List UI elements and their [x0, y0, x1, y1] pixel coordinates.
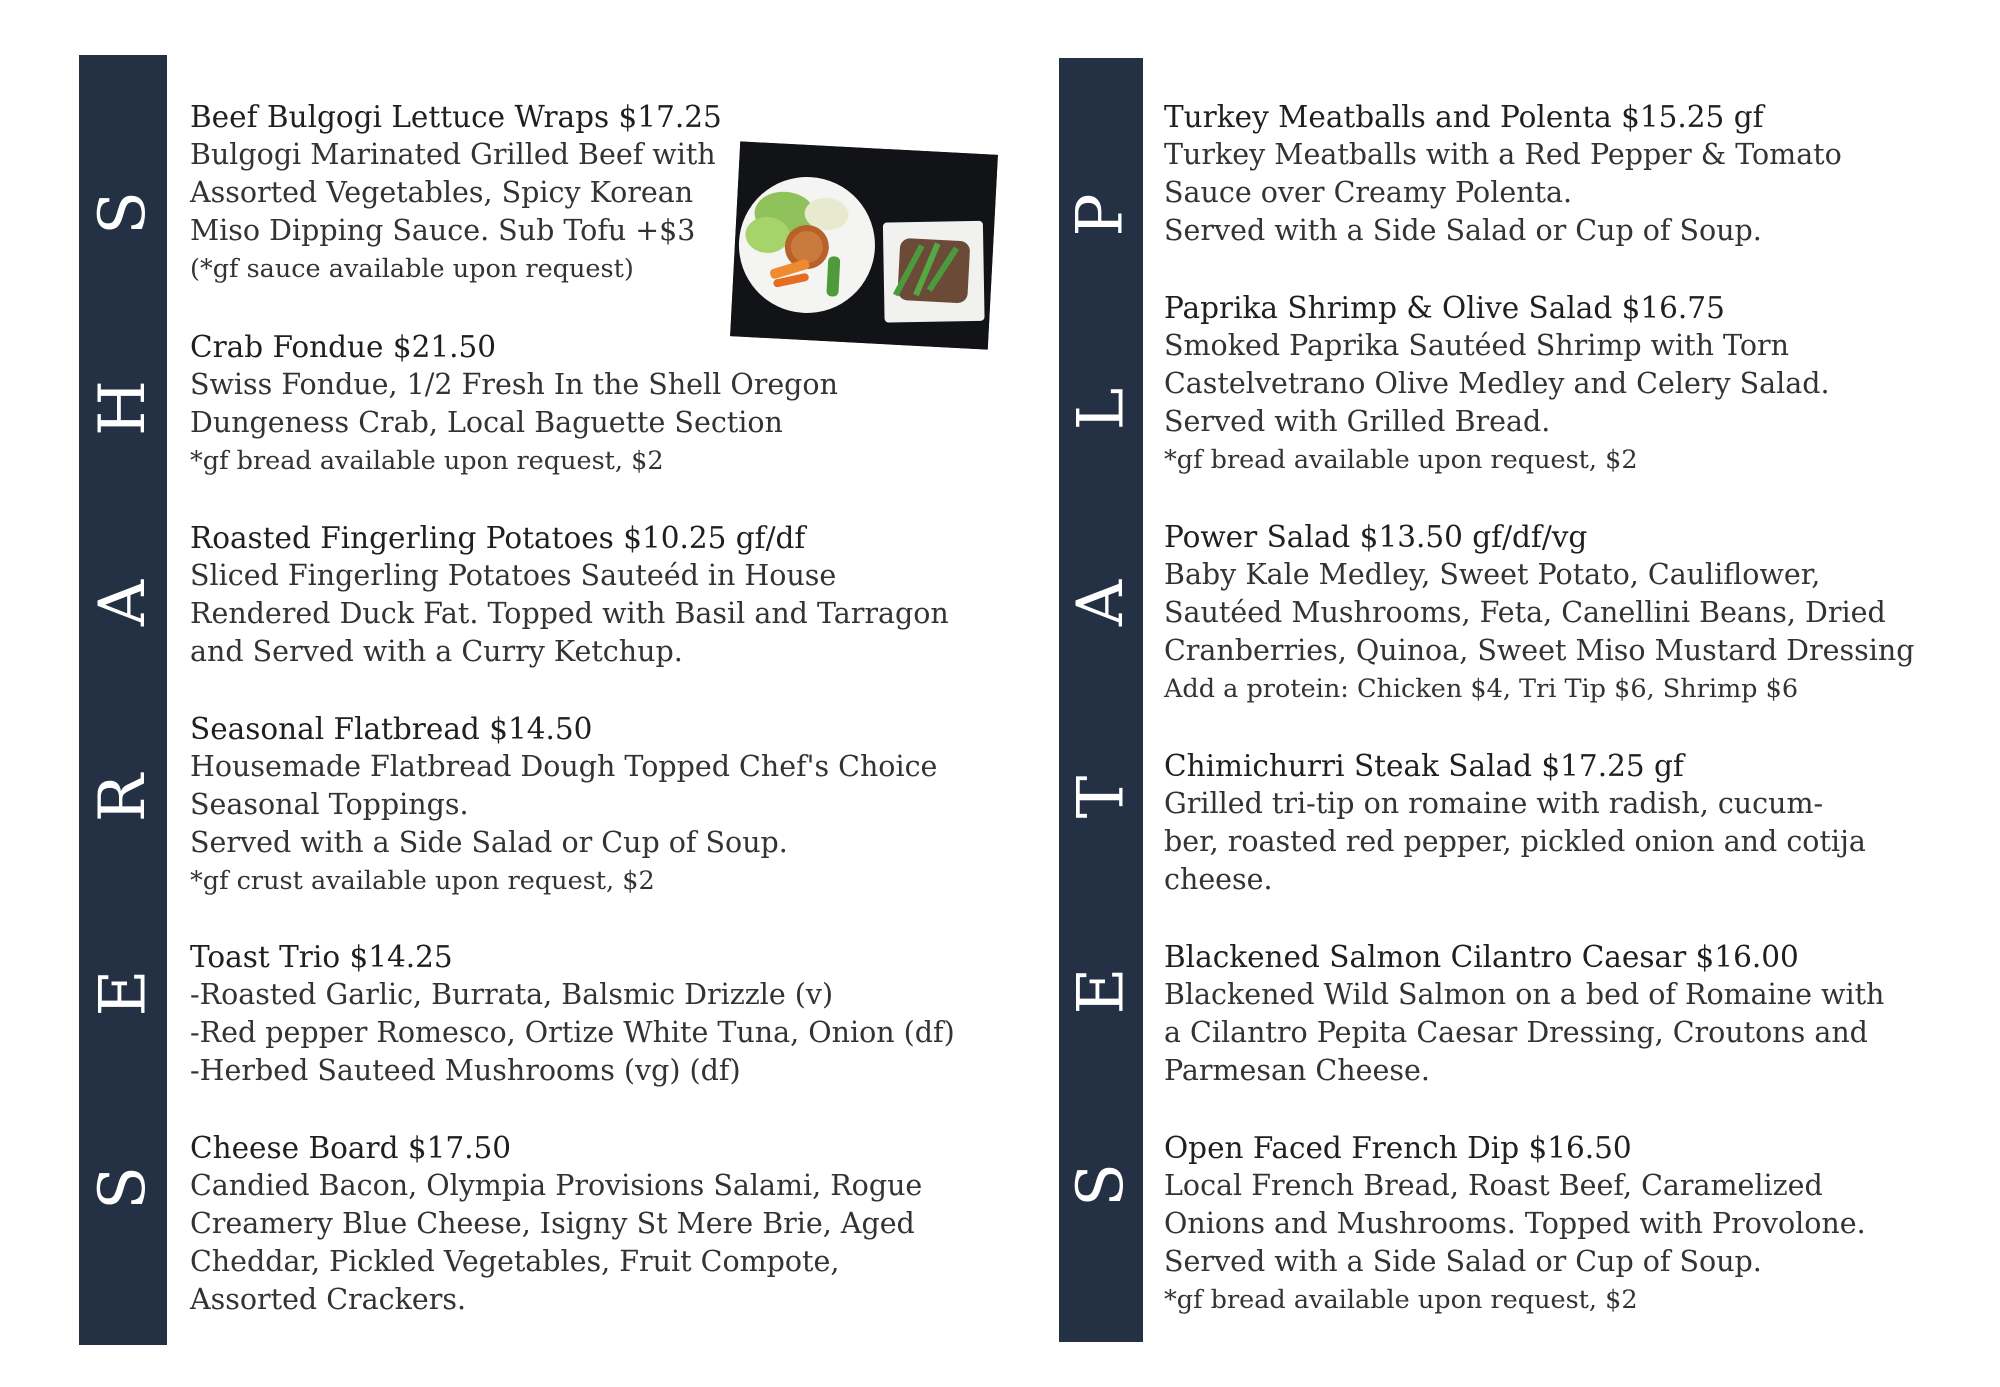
menu-item [190, 98, 722, 288]
shares-letter: S [86, 190, 160, 235]
item-description: a Cilantro Pepita Caesar Dressing, Croutons and [1164, 1016, 1868, 1049]
item-description: Sauce over Creamy Polenta. [1164, 176, 1573, 209]
item-description: cheese. [1164, 863, 1273, 896]
item-description: Turkey Meatballs with a Red Pepper & Tomato [1164, 138, 1842, 171]
item-note: *gf bread available upon request, $2 [1164, 445, 1638, 475]
menu-item [190, 328, 838, 480]
menu-item [1164, 1129, 1866, 1319]
item-title: Toast Trio $14.25 [190, 940, 453, 974]
shares-band [79, 55, 167, 1345]
item-description: Bulgogi Marinated Grilled Beef with [190, 138, 716, 171]
shares-letter: E [86, 969, 160, 1016]
plates-band [1059, 58, 1143, 1342]
menu-item [190, 938, 955, 1090]
bulgogi-photo [730, 141, 998, 349]
item-title: Beef Bulgogi Lettuce Wraps $17.25 [190, 100, 722, 134]
item-description: -Herbed Sauteed Mushrooms (vg) (df) [190, 1054, 741, 1087]
item-description: Onions and Mushrooms. Topped with Provolone. [1164, 1207, 1866, 1240]
item-title: Paprika Shrimp & Olive Salad $16.75 [1164, 291, 1725, 325]
menu-item [190, 519, 949, 671]
item-description: Sautéed Mushrooms, Feta, Canellini Beans, Dried [1164, 596, 1886, 629]
item-description: Seasonal Toppings. [190, 788, 469, 821]
bulgogi-photo-illustration [730, 141, 998, 349]
item-note: *gf bread available upon request, $2 [190, 446, 664, 476]
item-description: Swiss Fondue, 1/2 Fresh In the Shell Oregon [190, 368, 838, 401]
item-title: Power Salad $13.50 gf/df/vg [1164, 520, 1588, 554]
item-description: Sliced Fingerling Potatoes Sauteéd in House [190, 559, 837, 592]
item-description: Assorted Vegetables, Spicy Korean [190, 176, 694, 209]
item-title: Open Faced French Dip $16.50 [1164, 1131, 1632, 1165]
item-note: Add a protein: Chicken $4, Tri Tip $6, Shrimp $6 [1164, 674, 1799, 704]
shares-letter: S [86, 1165, 160, 1210]
plates-letter: P [1064, 193, 1138, 237]
item-description: Creamery Blue Cheese, Isigny St Mere Brie, Aged [190, 1207, 915, 1240]
item-description: Miso Dipping Sauce. Sub Tofu +$3 [190, 214, 696, 247]
shares-letter: A [86, 579, 160, 626]
item-description: Blackened Wild Salmon on a bed of Romaine with [1164, 978, 1885, 1011]
item-title: Seasonal Flatbread $14.50 [190, 712, 593, 746]
item-description: Dungeness Crab, Local Baguette Section [190, 406, 783, 439]
item-description: Grilled tri-tip on romaine with radish, cucum- [1164, 787, 1824, 820]
item-note: *gf crust available upon request, $2 [190, 866, 655, 896]
item-title: Crab Fondue $21.50 [190, 330, 497, 364]
plates-letter: E [1064, 967, 1138, 1015]
plates-letter: T [1064, 775, 1138, 819]
item-description: -Red pepper Romesco, Ortize White Tuna, Onion (df) [190, 1016, 955, 1049]
item-title: Cheese Board $17.50 [190, 1131, 512, 1165]
item-description: Served with a Side Salad or Cup of Soup. [190, 826, 788, 859]
item-description: Served with Grilled Bread. [1164, 405, 1551, 438]
shares-letter: R [86, 773, 160, 822]
item-description: Baby Kale Medley, Sweet Potato, Cauliflower, [1164, 558, 1821, 591]
item-description: Parmesan Cheese. [1164, 1054, 1430, 1087]
plates-letter: S [1064, 1163, 1138, 1207]
item-description: -Roasted Garlic, Burrata, Balsmic Drizzle (v) [190, 978, 834, 1011]
item-description: Local French Bread, Roast Beef, Caramelized [1164, 1169, 1823, 1202]
menu-item [190, 710, 937, 900]
menu-item [1164, 518, 1914, 708]
item-description: and Served with a Curry Ketchup. [190, 635, 683, 668]
item-description: Served with a Side Salad or Cup of Soup. [1164, 1245, 1762, 1278]
item-description: Castelvetrano Olive Medley and Celery Salad. [1164, 367, 1830, 400]
item-description: Housemade Flatbread Dough Topped Chef's Choice [190, 750, 938, 783]
item-title: Roasted Fingerling Potatoes $10.25 gf/df [190, 521, 806, 555]
item-description: ber, roasted red pepper, pickled onion and cotija [1164, 825, 1866, 858]
item-description: Smoked Paprika Sautéed Shrimp with Torn [1164, 329, 1789, 362]
item-title: Turkey Meatballs and Polenta $15.25 gf [1164, 100, 1764, 134]
item-description: Cranberries, Quinoa, Sweet Miso Mustard Dressing [1164, 634, 1915, 667]
item-description: Candied Bacon, Olympia Provisions Salami, Rogue [190, 1169, 923, 1202]
item-note: (*gf sauce available upon request) [190, 254, 634, 284]
item-title: Blackened Salmon Cilantro Caesar $16.00 [1164, 940, 1799, 974]
item-description: Cheddar, Pickled Vegetables, Fruit Compote, [190, 1245, 840, 1278]
plates-letter: A [1064, 579, 1138, 627]
menu-item [1164, 747, 1866, 899]
item-description: Assorted Crackers. [190, 1283, 467, 1316]
menu-item [1164, 938, 1884, 1090]
plates-letter: L [1064, 387, 1138, 431]
menu-item [1164, 289, 1830, 479]
item-note: *gf bread available upon request, $2 [1164, 1285, 1638, 1315]
shares-letter: H [86, 379, 160, 436]
item-description: Served with a Side Salad or Cup of Soup. [1164, 214, 1762, 247]
menu-item [1164, 98, 1842, 250]
menu-item [190, 1129, 922, 1319]
item-title: Chimichurri Steak Salad $17.25 gf [1164, 749, 1684, 783]
item-description: Rendered Duck Fat. Topped with Basil and Tarragon [190, 597, 949, 630]
